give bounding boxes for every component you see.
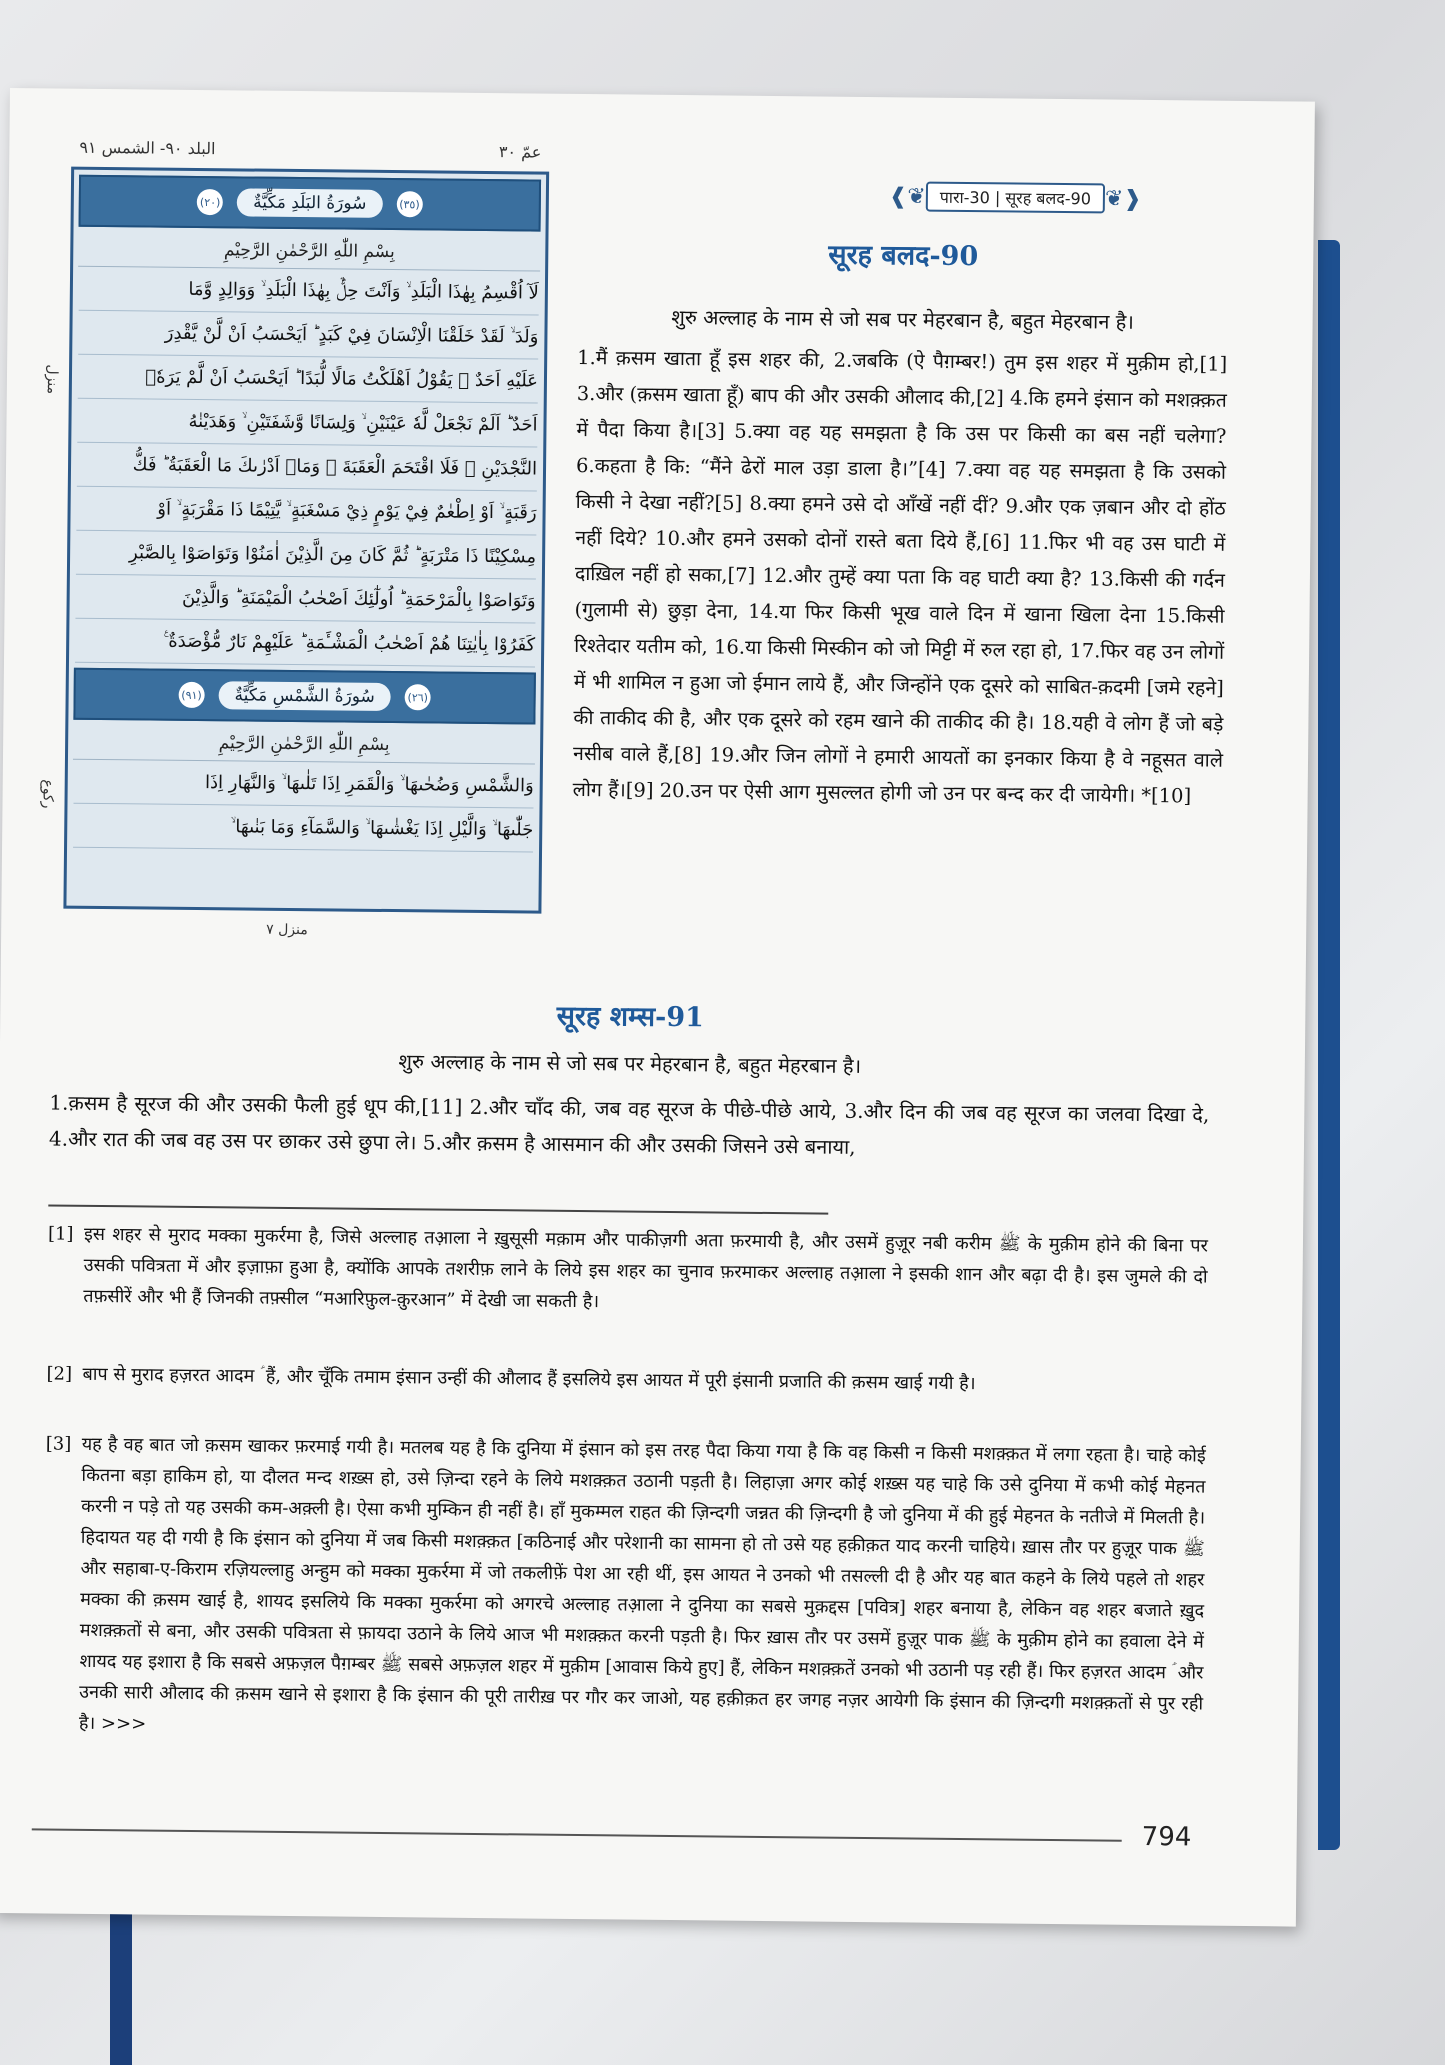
footnote-text: इस शहर से मुराद मक्का मुकर्रमा है, जिसे अल्लाह तआ़ला ने ख़ुसूसी मक़ाम और पाकीज़गी अता फ़रमायी है, और उसमें हुज़ूर नबी करीम ﷺ के मुक़ीम होने की बिना पर उसकी पवित्रता में और इज़ाफ़ा हुआ है, क्योंकि आपके तशरीफ़ लाने के लिये इस शहर का चुनाव फ़रमाकर अल्लाह तआ़ला ने इसकी शान और बढ़ा दी है। इस जुमले की दो तफ़सीरें और भी हैं जिनकी तफ़्सील “मआरिफ़ुल-क़ुरआन” में देखी जा सकती है। <box>83 1223 1209 1313</box>
arabic-verse-line: كَفَرُوْا بِاٰيٰتِنَا هُمْ اَصْحٰبُ الْمَشْـَٔمَةِ ؕ عَلَيْهِمْ نَارٌ مُّؤْصَدَةٌ ࣖ <box>75 619 535 668</box>
surah-number-medal: (٩١) <box>178 682 204 708</box>
footnote <box>47 1218 1208 1323</box>
arabic-verse-line: اَحَدٌ ؕ اَلَمْ نَجْعَلْ لَّهٗ عَيْنَيْنِ ۙ وَلِسَانًا وَّشَفَتَيْنِ ۙ وَهَدَيْنٰهُ <box>77 399 537 448</box>
arabic-verse-line: عَلَيْهِ اَحَدٌ ۘ يَقُوْلُ اَهْلَكْتُ مَالًا لُّبَدًا ؕ اَيَحْسَبُ اَنْ لَّمْ يَرَهٗۤ <box>78 355 538 404</box>
bottom-rule <box>32 1828 1122 1841</box>
arabic-verse-line: النَّجْدَيْنِ ۚ فَلَا اقْتَحَمَ الْعَقَبَةَ ۖ وَمَاۤ اَدْرٰىكَ مَا الْعَقَبَةُ ؕ فَكُّ <box>77 443 537 492</box>
surah-balad-arabic-title: سُورَةُ البَلَدِ مَكِّيَّةٌ <box>237 188 383 218</box>
ayah-count-medal: (٢٦) <box>405 684 431 710</box>
surah-shams-arabic-title: سُورَةُ الشَّمْسِ مَكِّيَّةٌ <box>218 681 391 711</box>
arabic-verse-line: وَتَوَاصَوْا بِالْمَرْحَمَةِ ؕ اُولٰٓئِكَ اَصْحٰبُ الْمَيْمَنَةِ ؕ وَالَّذِيْنَ <box>75 575 535 624</box>
arabic-manzil-marker: منزل ٧ <box>266 921 308 939</box>
book-page <box>0 88 1315 1927</box>
arabic-verse-line: جَلّٰىهَا ۙ وَالَّيْلِ اِذَا يَغْشٰىهَا ۙ وَالسَّمَآءِ وَمَا بَنٰىهَا ۙ <box>73 804 533 853</box>
arabic-para-reference: عمّ ٣٠ <box>498 142 542 162</box>
arabic-bismillah: بِسْمِ اللّٰهِ الرَّحْمٰنِ الرَّحِيْمِ <box>73 725 535 765</box>
surah-balad-bismillah: शुरु अल्लाह के नाम से जो सब पर मेहरबान है, बहुत मेहरबान है। <box>671 304 1135 334</box>
surah-balad-translation: 1.मैं क़सम खाता हूँ इस शहर की, 2.जबकि (ऐ पैग़म्बर!) तुम इस शहर में मुक़ीम हो,[1] 3.और (क़सम खाता हूँ) बाप की और उसकी औलाद की,[2] 4.कि हमने इंसान को मशक़्क़त में पैदा किया है।[3] 5.क्या वह यह समझता है कि उस पर किसी का बस नहीं चलेगा? 6.कहता है कि: “मैंने ढेरों माल उड़ा डाला है।”[4] 7.क्या वह यह समझता है कि उसको किसी ने देखा नहीं?[5] 8.क्या हमने उसे दो आँखें नहीं दीं? 9.और एक ज़बान और दो होंठ नहीं दिये? 10.और हमने उसको दोनों रास्ते बता दिये हैं,[6] 11.फिर भी वह उस घाटी में दाख़िल नहीं हो सका,[7] 12.और तुम्हें क्या पता कि वह घाटी क्या है? 13.किसी की गर्दन (गुलामी से) छुड़ा देना, 14.या फिर किसी भूख वाले दिन में खाना खिला देना 15.किसी रिश्तेदार यतीम को, 16.या किसी मिस्कीन को जो मिट्टी में रुल रहा हो, 17.फिर वह उन लोगों में भी शामिल न हुआ जो ईमान लाये हैं, और जिन्होंने एक दूसरे को साबित-क़दमी [जमे रहने] की ताकीद की है, और एक दूसरे को रहम खाने की ताकीद की है। 18.यही वे लोग हैं जो बड़े नसीब वाले हैं,[8] 19.और जिन लोगों ने हमारी आयतों का इनकार किया है वे नहूसत वाले लोग हैं।[9] 20.उन पर ऐसी आग मुसल्लत होगी जो उन पर बन्द कर दी जायेगी। *[10] <box>572 345 1228 808</box>
surah-number-medal: (٢٠) <box>197 189 223 215</box>
ornament-right-icon: ❦❱ <box>1104 185 1142 212</box>
quran-arabic-panel <box>39 137 549 939</box>
page-number: 794 <box>1141 1821 1192 1853</box>
arabic-verse-line: لَآ اُقْسِمُ بِهٰذَا الْبَلَدِ ۙ وَاَنْتَ حِلٌّۢ بِهٰذَا الْبَلَدِ ۙ وَوَالِدٍ وَّمَا <box>79 267 539 316</box>
surah-balad-heading: सूरह बलद-90 <box>828 239 979 273</box>
surah-shams-heading: सूरह शम्स-91 <box>556 1000 705 1034</box>
footnote <box>46 1358 1206 1401</box>
header-label: पारा-30 | सूरह बलद-90 <box>926 182 1105 214</box>
bookmark-ribbon <box>110 1905 132 2065</box>
arabic-verse-line: وَالشَّمْسِ وَضُحٰىهَا ۙ وَالْقَمَرِ اِذَا تَلٰىهَا ۙ وَالنَّهَارِ اِذَا <box>74 760 534 809</box>
arabic-margin-note: منزل <box>43 364 61 395</box>
surah-shams-bismillah: शुरु अल्लाह के नाम से जो सब पर मेहरबान है, बहुत मेहरबान है। <box>398 1049 862 1078</box>
surah-balad-banner <box>79 175 542 232</box>
surah-shams-banner <box>73 668 536 725</box>
ayah-count-medal: (٣٥) <box>396 191 422 217</box>
arabic-verse-line: وَلَدَ ۙ لَقَدْ خَلَقْنَا الْاِنْسَانَ فِيْ كَبَدٍ ؕ اَيَحْسَبُ اَنْ لَّنْ يَّقْدِرَ <box>78 311 538 360</box>
footnote-text: बाप से मुराद हज़रत आदम ؑ हैं, और चूँकि तमाम इंसान उन्हीं की औलाद हैं इसलिये इस आयत में पूरी इंसानी प्रजाति की क़सम खाई गयी है। <box>82 1363 976 1395</box>
footnote-divider <box>48 1204 828 1214</box>
surah-shams-translation: 1.क़सम है सूरज की और उसकी फैली हुई धूप की,[11] 2.और चाँद की, जब वह सूरज के पीछे-पीछे आये, 3.और दिन की जब वह सूरज का जलवा दिखा दे, 4.और रात की जब वह उस पर छाकर उसे छुपा ले। 5.और क़सम है आसमान की और उसकी जिसने उसे बनाया, <box>48 1090 1210 1159</box>
footnote-number: [3] <box>45 1433 72 1455</box>
arabic-margin-note: ركوع <box>39 779 56 809</box>
footnote-number: [1] <box>47 1223 74 1245</box>
arabic-verse-line: مِسْكِيْنًا ذَا مَتْرَبَةٍ ؕ ثُمَّ كَانَ مِنَ الَّذِيْنَ اٰمَنُوْا وَتَوَاصَوْا بِالصَّبْرِ <box>76 531 536 580</box>
footnote-number: [2] <box>46 1363 73 1385</box>
footnote <box>43 1428 1206 1750</box>
arabic-bismillah: بِسْمِ اللّٰهِ الرَّحْمٰنِ الرَّحِيْمِ <box>78 232 540 272</box>
ornament-left-icon: ❰❦ <box>888 183 926 210</box>
running-header <box>889 179 1209 216</box>
arabic-surah-reference: البلد ٩٠- الشمس ٩١ <box>79 137 216 159</box>
book-spine-edge <box>1318 240 1340 1850</box>
arabic-verse-line: رَقَبَةٍ ۙ اَوْ اِطْعٰمٌ فِيْ يَوْمٍ ذِيْ مَسْغَبَةٍ ۙ يَّتِيْمًا ذَا مَقْرَبَةٍ ۙ اَوْ <box>76 487 536 536</box>
footnote-text: यह है वह बात जो क़सम खाकर फ़रमाई गयी है। मतलब यह है कि दुनिया में इंसान को इस तरह पैदा किया गया है कि वह किसी न किसी मशक़्क़त में लगा रहता है। चाहे कोई कितना बड़ा हाकिम हो, या दौलत मन्द शख़्स हो, उसे ज़िन्दा रहने के लिये मशक़्क़त उठानी पड़ती है। लिहाज़ा अगर कोई शख़्स यह चाहे कि उसे दुनिया में कभी कोई मेहनत करनी न पड़े तो यह उसकी कम-अक़्ली है। ऐसा कभी मुम्किन ही नहीं है। हाँ मुकम्मल राहत की ज़िन्दगी जन्नत की ज़िन्दगी है जो दुनिया में की हुई मेहनत के नतीजे में मिलती है। हिदायत यह दी गयी है कि इंसान को दुनिया में जब किसी मशक़्क़त [कठिनाई और परेशानी का सामना हो तो उसे यह हक़ीक़त याद करनी चाहिये। ख़ास तौर पर हुज़ूर पाक ﷺ और सहाबा-ए-किराम रज़ियल्लाहु अन्हुम को मक्का मुकर्रमा में जो तकलीफ़ें पेश आ रही थीं, इस आयत ने उनको भी तसल्ली दी है और यह बात कहने के लिये पहले तो शहर मक्का की क़सम खाई है, शायद इसलिये कि मक्का मुकर्रमा को अगरचे अल्लाह तआ़ला ने दुनिया का सबसे मुक़द्दस [पवित्र] शहर बनाया है, लेकिन वह शहर बजाते ख़ुद मशक़्क़तों से बना, और उसकी पवित्रता से फ़ायदा उठाने के लिये आज भी मशक़्क़त करनी पड़ती है। फिर ख़ास तौर पर उसमें हुज़ूर पाक ﷺ के मुक़ीम होने का हवाला देने में शायद यह इशारा है कि सबसे अफ़ज़ल पैग़म्बर ﷺ सबसे अफ़ज़ल शहर में मुक़ीम [आवास किये हुए] हैं, लेकिन मशक़्क़तें उनको भी उठानी पड़ रही हैं। फिर हज़रत आदम ؑ और उनकी सारी औलाद की क़सम खाने से इशारा है कि इंसान की पूरी तारीख़ पर गौर कर जाओ, यह हक़ीक़त हर जगह नज़र आयेगी कि इंसान की ज़िन्दगी मशक़्क़तों से पुर रही है। >>> <box>78 1433 1206 1735</box>
